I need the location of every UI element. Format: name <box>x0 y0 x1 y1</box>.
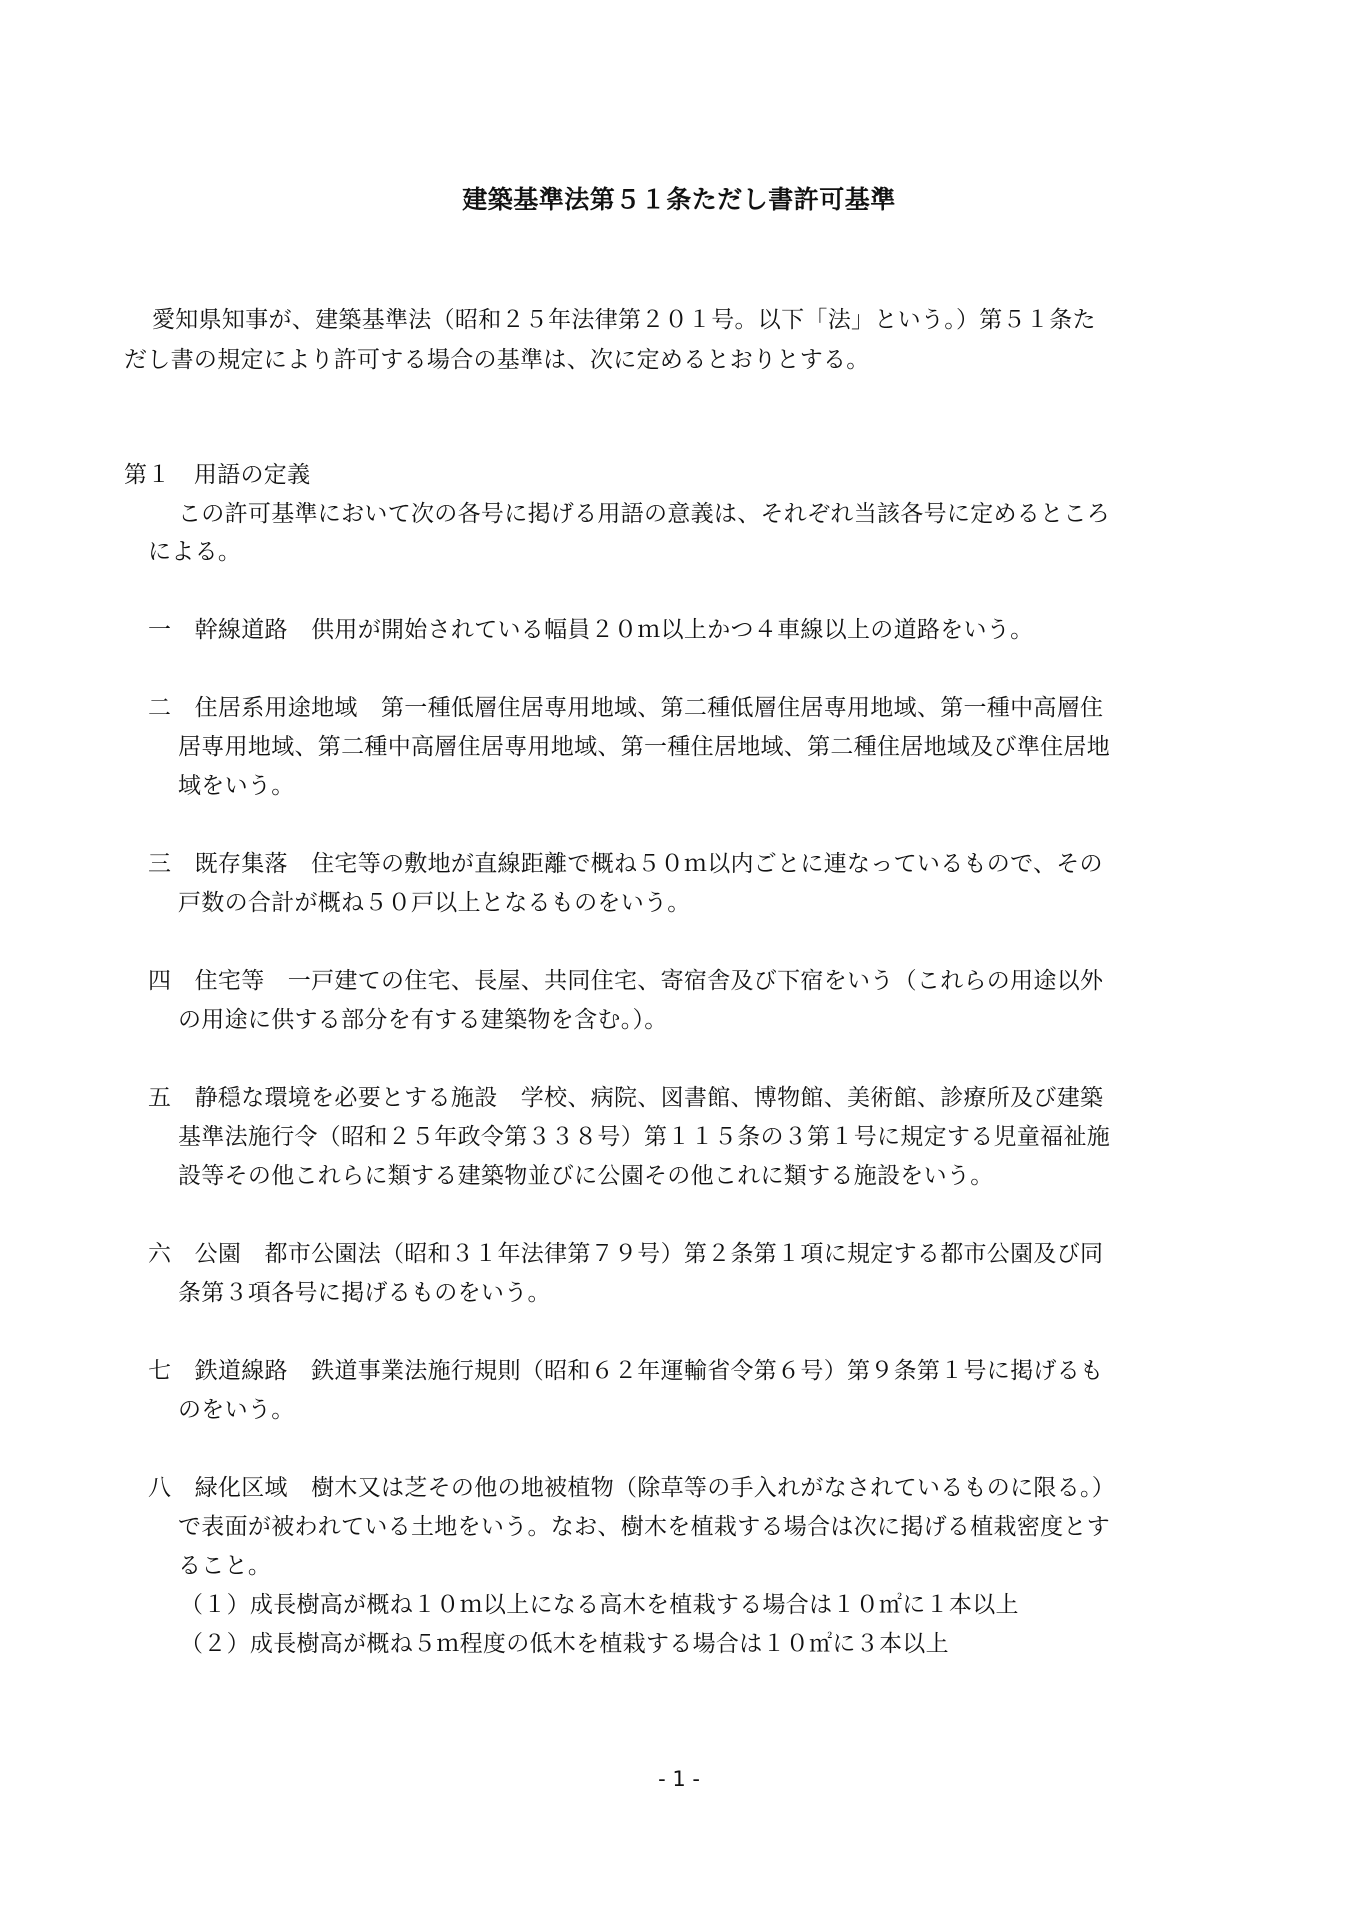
document-title: 建築基準法第５１条ただし書許可基準 <box>462 185 896 214</box>
definition-item-line: ること。 <box>178 1553 272 1579</box>
definition-item-line: 三 既存集落 住宅等の敷地が直線距離で概ね５０ｍ以内ごとに連なっているもので、その <box>148 851 1103 877</box>
section-intro-line: この許可基準において次の各号に掲げる用語の意義は、それぞれ当該各号に定めるところ <box>178 501 1110 527</box>
definition-item-line: の用途に供する部分を有する建築物を含む。）。 <box>178 1007 668 1033</box>
definition-item-line: 五 静穏な環境を必要とする施設 学校、病院、図書館、博物館、美術館、診療所及び建築 <box>148 1085 1104 1111</box>
definition-item-line: 一 幹線道路 供用が開始されている幅員２０ｍ以上かつ４車線以上の道路をいう。 <box>148 617 1034 643</box>
definition-item-line: 設等その他これらに類する建築物並びに公園その他これに類する施設をいう。 <box>178 1163 994 1189</box>
definition-item-line: 四 住宅等 一戸建ての住宅、長屋、共同住宅、寄宿舎及び下宿をいう（これらの用途以外 <box>148 968 1104 994</box>
definition-item-line: 八 緑化区域 樹木又は芝その他の地被植物（除草等の手入れがなされているものに限る。） <box>148 1475 1116 1501</box>
section-intro-line: による。 <box>148 539 242 565</box>
preamble-line: だし書の規定により許可する場合の基準は、次に定めるとおりとする。 <box>124 347 870 373</box>
page-number: - 1 - <box>658 1767 700 1791</box>
preamble-line: 愛知県知事が、建築基準法（昭和２５年法律第２０１号。以下「法」という。）第５１条た <box>152 307 1096 333</box>
definition-item-line: 基準法施行令（昭和２５年政令第３３８号）第１１５条の３第１号に規定する児童福祉施 <box>178 1124 1110 1150</box>
definition-item-line: 六 公園 都市公園法（昭和３１年法律第７９号）第２条第１項に規定する都市公園及び同 <box>148 1241 1104 1267</box>
definition-item-line: 居専用地域、第二種中高層住居専用地域、第一種住居地域、第二種住居地域及び準住居地 <box>178 734 1110 760</box>
section-heading: 第１ 用語の定義 <box>124 462 311 488</box>
definition-item-line: 二 住居系用途地域 第一種低層住居専用地域、第二種低層住居専用地域、第一種中高層住 <box>148 695 1104 721</box>
definition-item-line: 域をいう。 <box>178 773 295 799</box>
subitem-line: （１）成長樹高が概ね１０ｍ以上になる高木を植栽する場合は１０㎡に１本以上 <box>180 1592 1019 1618</box>
definition-item-line: 条第３項各号に掲げるものをいう。 <box>178 1280 551 1306</box>
definition-item-line: 七 鉄道線路 鉄道事業法施行規則（昭和６２年運輸省令第６号）第９条第１号に掲げるも <box>148 1358 1104 1384</box>
subitem-line: （２）成長樹高が概ね５ｍ程度の低木を植栽する場合は１０㎡に３本以上 <box>180 1631 949 1657</box>
definition-item-line: 戸数の合計が概ね５０戸以上となるものをいう。 <box>178 890 691 916</box>
definition-item-line: で表面が被われている土地をいう。なお、樹木を植栽する場合は次に掲げる植栽密度とす <box>178 1514 1110 1540</box>
definition-item-line: のをいう。 <box>178 1397 295 1423</box>
